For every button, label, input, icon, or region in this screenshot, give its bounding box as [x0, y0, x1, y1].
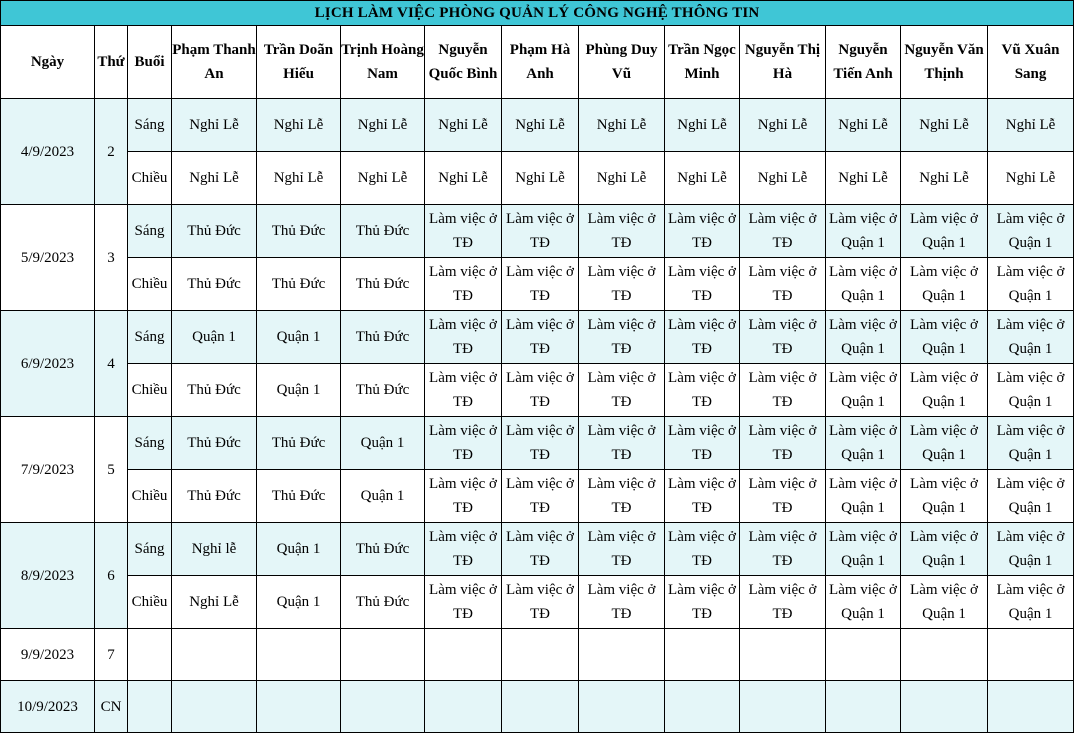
schedule-cell: Làm việc ở TĐ [502, 576, 579, 629]
schedule-cell: Quận 1 [257, 364, 341, 417]
day-date: 5/9/2023 [1, 205, 95, 311]
day-date: 9/9/2023 [1, 629, 95, 681]
day-weekday: 2 [95, 99, 128, 205]
schedule-cell: Làm việc ở TĐ [502, 258, 579, 311]
schedule-cell: Làm việc ở TĐ [425, 311, 502, 364]
header-row [1, 26, 1074, 99]
schedule-cell: Làm việc ở TĐ [502, 417, 579, 470]
schedule-cell: Nghỉ Lễ [172, 152, 257, 205]
schedule-row [1, 311, 1074, 364]
schedule-cell: Làm việc ở TĐ [579, 523, 665, 576]
schedule-cell: Làm việc ở TĐ [579, 576, 665, 629]
schedule-cell-empty [425, 629, 502, 681]
schedule-cell-empty [425, 681, 502, 733]
schedule-cell-empty [740, 629, 826, 681]
schedule-cell: Nghỉ Lễ [172, 99, 257, 152]
schedule-cell-empty [579, 681, 665, 733]
schedule-cell: Làm việc ở TĐ [665, 576, 740, 629]
schedule-cell: Làm việc ở Quận 1 [988, 311, 1074, 364]
header-staff: Vũ Xuân Sang [988, 26, 1074, 99]
schedule-cell: Làm việc ở TĐ [425, 470, 502, 523]
schedule-cell: Làm việc ở TĐ [425, 258, 502, 311]
header-staff: Nguyễn Thị Hà [740, 26, 826, 99]
schedule-cell: Làm việc ở TĐ [740, 258, 826, 311]
schedule-cell-empty [665, 681, 740, 733]
schedule-cell: Làm việc ở TĐ [425, 576, 502, 629]
schedule-cell-empty [901, 681, 988, 733]
schedule-cell: Thủ Đức [172, 258, 257, 311]
schedule-cell: Nghỉ Lễ [579, 152, 665, 205]
session-label: Sáng [128, 99, 172, 152]
schedule-cell: Nghỉ Lễ [425, 99, 502, 152]
schedule-cell: Làm việc ở TĐ [502, 364, 579, 417]
schedule-cell-empty [665, 629, 740, 681]
header-staff: Trần Doãn Hiếu [257, 26, 341, 99]
schedule-cell: Quận 1 [257, 523, 341, 576]
schedule-cell: Làm việc ở TĐ [740, 364, 826, 417]
schedule-cell: Làm việc ở TĐ [425, 523, 502, 576]
schedule-cell: Làm việc ở Quận 1 [988, 258, 1074, 311]
schedule-cell: Thủ Đức [341, 258, 425, 311]
schedule-cell: Làm việc ở TĐ [425, 364, 502, 417]
schedule-cell: Làm việc ở Quận 1 [826, 258, 901, 311]
schedule-cell: Thủ Đức [341, 523, 425, 576]
schedule-cell: Nghỉ Lễ [257, 99, 341, 152]
schedule-cell: Quận 1 [341, 470, 425, 523]
schedule-cell: Làm việc ở TĐ [579, 470, 665, 523]
schedule-cell: Thủ Đức [172, 364, 257, 417]
day-weekday: 4 [95, 311, 128, 417]
session-label: Chiều [128, 258, 172, 311]
schedule-cell: Quận 1 [257, 311, 341, 364]
schedule-row [1, 364, 1074, 417]
schedule-cell: Làm việc ở Quận 1 [901, 311, 988, 364]
header-staff: Trần Ngọc Minh [665, 26, 740, 99]
schedule-cell: Nghỉ Lễ [988, 152, 1074, 205]
schedule-cell: Làm việc ở TĐ [502, 311, 579, 364]
session-label: Sáng [128, 311, 172, 364]
schedule-row-empty [1, 681, 1074, 733]
schedule-cell: Nghỉ Lễ [172, 576, 257, 629]
header-staff: Phạm Thanh An [172, 26, 257, 99]
schedule-cell: Làm việc ở Quận 1 [988, 576, 1074, 629]
header-staff: Phạm Hà Anh [502, 26, 579, 99]
session-label: Sáng [128, 417, 172, 470]
schedule-cell: Làm việc ở Quận 1 [901, 205, 988, 258]
header-weekday: Thứ [95, 26, 128, 99]
schedule-cell-empty [740, 681, 826, 733]
schedule-cell-empty [128, 629, 172, 681]
schedule-cell: Làm việc ở TĐ [665, 205, 740, 258]
schedule-cell: Làm việc ở Quận 1 [826, 417, 901, 470]
schedule-row [1, 576, 1074, 629]
day-date: 4/9/2023 [1, 99, 95, 205]
schedule-cell: Thủ Đức [341, 205, 425, 258]
header-staff: Nguyễn Văn Thịnh [901, 26, 988, 99]
session-label: Sáng [128, 205, 172, 258]
schedule-cell-empty [901, 629, 988, 681]
schedule-cell: Làm việc ở TĐ [740, 205, 826, 258]
day-date: 8/9/2023 [1, 523, 95, 629]
header-staff: Phùng Duy Vũ [579, 26, 665, 99]
schedule-cell-empty [502, 681, 579, 733]
day-weekday: CN [95, 681, 128, 733]
schedule-cell: Nghỉ lễ [172, 523, 257, 576]
schedule-cell-empty [988, 681, 1074, 733]
schedule-cell: Làm việc ở TĐ [579, 417, 665, 470]
schedule-cell: Làm việc ở Quận 1 [988, 470, 1074, 523]
schedule-cell: Nghỉ Lễ [257, 152, 341, 205]
schedule-cell-empty [341, 629, 425, 681]
schedule-cell: Thủ Đức [341, 364, 425, 417]
schedule-cell: Nghỉ Lễ [502, 99, 579, 152]
header-date: Ngày [1, 26, 95, 99]
schedule-row [1, 258, 1074, 311]
schedule-cell: Thủ Đức [257, 258, 341, 311]
header-staff: Nguyễn Quốc Bình [425, 26, 502, 99]
schedule-cell: Làm việc ở Quận 1 [826, 311, 901, 364]
schedule-cell: Nghỉ Lễ [341, 152, 425, 205]
schedule-cell: Nghỉ Lễ [740, 152, 826, 205]
schedule-cell: Nghỉ Lễ [826, 152, 901, 205]
schedule-cell: Làm việc ở TĐ [425, 205, 502, 258]
day-weekday: 7 [95, 629, 128, 681]
schedule-cell: Làm việc ở TĐ [665, 311, 740, 364]
schedule-cell: Làm việc ở TĐ [579, 205, 665, 258]
schedule-cell-empty [579, 629, 665, 681]
schedule-cell: Làm việc ở Quận 1 [901, 470, 988, 523]
schedule-body [1, 99, 1074, 733]
schedule-row [1, 523, 1074, 576]
schedule-cell: Nghỉ Lễ [901, 99, 988, 152]
schedule-cell-empty [988, 629, 1074, 681]
schedule-cell: Thủ Đức [341, 311, 425, 364]
schedule-cell: Thủ Đức [172, 470, 257, 523]
schedule-cell: Làm việc ở Quận 1 [826, 576, 901, 629]
schedule-cell: Làm việc ở Quận 1 [988, 205, 1074, 258]
header-staff: Trịnh Hoàng Nam [341, 26, 425, 99]
schedule-row [1, 417, 1074, 470]
header-session: Buổi [128, 26, 172, 99]
schedule-cell: Làm việc ở TĐ [740, 311, 826, 364]
schedule-cell-empty [341, 681, 425, 733]
schedule-row [1, 152, 1074, 205]
schedule-cell: Thủ Đức [172, 205, 257, 258]
schedule-cell: Nghỉ Lễ [988, 99, 1074, 152]
schedule-cell: Quận 1 [172, 311, 257, 364]
day-date: 10/9/2023 [1, 681, 95, 733]
schedule-cell-empty [257, 629, 341, 681]
schedule-row [1, 470, 1074, 523]
schedule-cell: Thủ Đức [172, 417, 257, 470]
schedule-cell: Làm việc ở Quận 1 [988, 523, 1074, 576]
schedule-cell: Làm việc ở TĐ [665, 417, 740, 470]
schedule-cell: Làm việc ở TĐ [665, 364, 740, 417]
day-weekday: 5 [95, 417, 128, 523]
session-label: Chiều [128, 364, 172, 417]
schedule-cell: Làm việc ở Quận 1 [826, 205, 901, 258]
schedule-cell: Nghỉ Lễ [502, 152, 579, 205]
schedule-row [1, 205, 1074, 258]
schedule-cell: Làm việc ở TĐ [740, 523, 826, 576]
schedule-cell: Làm việc ở Quận 1 [901, 523, 988, 576]
schedule-cell: Làm việc ở TĐ [502, 205, 579, 258]
schedule-cell: Nghỉ Lễ [740, 99, 826, 152]
day-weekday: 6 [95, 523, 128, 629]
schedule-cell: Quận 1 [341, 417, 425, 470]
schedule-cell: Nghỉ Lễ [341, 99, 425, 152]
schedule-cell: Làm việc ở Quận 1 [826, 523, 901, 576]
schedule-cell-empty [257, 681, 341, 733]
schedule-cell: Làm việc ở Quận 1 [901, 576, 988, 629]
schedule-cell: Làm việc ở TĐ [740, 576, 826, 629]
schedule-cell: Làm việc ở Quận 1 [901, 364, 988, 417]
schedule-cell: Nghỉ Lễ [665, 152, 740, 205]
schedule-cell: Thủ Đức [341, 576, 425, 629]
schedule-cell-empty [502, 629, 579, 681]
schedule-cell: Làm việc ở Quận 1 [826, 470, 901, 523]
schedule-cell: Nghỉ Lễ [579, 99, 665, 152]
schedule-cell: Làm việc ở TĐ [502, 470, 579, 523]
schedule-cell: Thủ Đức [257, 470, 341, 523]
schedule-cell: Làm việc ở TĐ [665, 258, 740, 311]
session-label: Chiều [128, 470, 172, 523]
header-staff: Nguyễn Tiến Anh [826, 26, 901, 99]
schedule-row-empty [1, 629, 1074, 681]
session-label: Chiều [128, 576, 172, 629]
schedule-cell-empty [826, 629, 901, 681]
day-date: 6/9/2023 [1, 311, 95, 417]
schedule-cell: Làm việc ở Quận 1 [901, 417, 988, 470]
schedule-cell: Làm việc ở TĐ [665, 523, 740, 576]
schedule-title: LỊCH LÀM VIỆC PHÒNG QUẢN LÝ CÔNG NGHỆ THÔNG TIN [1, 1, 1074, 26]
schedule-row [1, 99, 1074, 152]
day-date: 7/9/2023 [1, 417, 95, 523]
schedule-cell: Nghỉ Lễ [826, 99, 901, 152]
schedule-cell: Làm việc ở TĐ [665, 470, 740, 523]
schedule-cell-empty [172, 629, 257, 681]
schedule-cell: Làm việc ở Quận 1 [988, 417, 1074, 470]
schedule-cell: Làm việc ở Quận 1 [901, 258, 988, 311]
schedule-cell: Làm việc ở TĐ [579, 364, 665, 417]
schedule-cell: Quận 1 [257, 576, 341, 629]
schedule-cell: Nghỉ Lễ [901, 152, 988, 205]
schedule-cell: Làm việc ở TĐ [579, 311, 665, 364]
schedule-cell: Nghỉ Lễ [425, 152, 502, 205]
schedule-cell-empty [826, 681, 901, 733]
schedule-cell-empty [172, 681, 257, 733]
schedule-cell: Làm việc ở TĐ [502, 523, 579, 576]
day-weekday: 3 [95, 205, 128, 311]
schedule-cell: Nghỉ Lễ [665, 99, 740, 152]
schedule-cell: Thủ Đức [257, 205, 341, 258]
schedule-cell-empty [128, 681, 172, 733]
session-label: Sáng [128, 523, 172, 576]
schedule-cell: Làm việc ở TĐ [740, 417, 826, 470]
schedule-cell: Làm việc ở TĐ [579, 258, 665, 311]
session-label: Chiều [128, 152, 172, 205]
schedule-cell: Thủ Đức [257, 417, 341, 470]
schedule-cell: Làm việc ở TĐ [425, 417, 502, 470]
schedule-cell: Làm việc ở Quận 1 [988, 364, 1074, 417]
schedule-cell: Làm việc ở TĐ [740, 470, 826, 523]
schedule-cell: Làm việc ở Quận 1 [826, 364, 901, 417]
